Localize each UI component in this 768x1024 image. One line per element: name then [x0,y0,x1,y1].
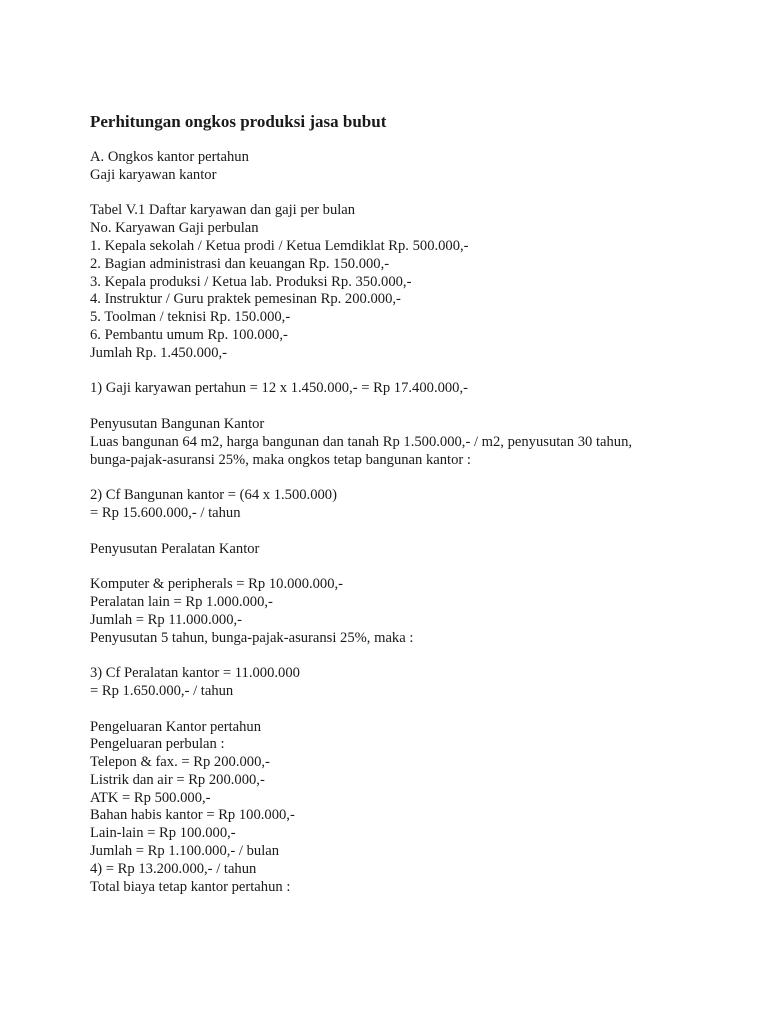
table-row: 4. Instruktur / Guru praktek pemesinan Rp. 200.000,- [90,291,401,308]
text-line: Total biaya tetap kantor pertahun : [90,878,291,895]
blank-line [90,363,710,381]
section-heading: Penyusutan Peralatan Kantor [90,540,260,557]
blank-line [90,701,710,719]
section-heading: Penyusutan Bangunan Kantor [90,415,265,432]
blank-line [90,185,710,203]
table-row: 2. Bagian administrasi dan keuangan Rp. 150.000,- [90,255,390,272]
text-line: Telepon & fax. = Rp 200.000,- [90,754,270,771]
text-line: Jumlah = Rp 11.000.000,- [90,611,243,628]
table-row: 6. Pembantu umum Rp. 100.000,- [90,326,288,343]
table-caption: Tabel V.1 Daftar karyawan dan gaji per bulan [90,202,356,219]
text-line: Listrik dan air = Rp 200.000,- [90,771,265,788]
text-line: Peralatan lain = Rp 1.000.000,- [90,593,273,610]
text-line: 3) Cf Peralatan kantor = 11.000.000 [90,665,300,682]
section-heading: Pengeluaran Kantor pertahun [90,718,262,735]
blank-line [90,469,710,487]
document-body [90,149,710,896]
table-header: No. Karyawan Gaji perbulan [90,220,259,237]
blank-line [90,558,710,576]
text-line: 4) = Rp 13.200.000,- / tahun [90,860,257,877]
text-line: Komputer & peripherals = Rp 10.000.000,- [90,576,344,593]
blank-line [90,523,710,541]
table-total: Jumlah Rp. 1.450.000,- [90,344,228,361]
text-line: Pengeluaran perbulan : [90,736,225,753]
text-line: Lain-lain = Rp 100.000,- [90,825,236,842]
text-line: 1) Gaji karyawan pertahun = 12 x 1.450.000,- = Rp 17.400.000,- [90,380,468,397]
text-line: Bahan habis kantor = Rp 100.000,- [90,807,295,824]
table-row: 1. Kepala sekolah / Ketua prodi / Ketua Lemdiklat Rp. 500.000,- [90,237,469,254]
text-line: Luas bangunan 64 m2, harga bangunan dan tanah Rp 1.500.000,- / m2, penyusutan 30 tahun, [90,433,633,450]
text-line: A. Ongkos kantor pertahun [90,149,249,165]
blank-line [90,398,710,416]
text-line: bunga-pajak-asuransi 25%, maka ongkos tetap bangunan kantor : [90,451,471,468]
blank-line [90,647,710,665]
table-row: 3. Kepala produksi / Ketua lab. Produksi Rp. 350.000,- [90,273,412,290]
text-line: Gaji karyawan kantor [90,166,217,183]
document-title: Perhitungan ongkos produksi jasa bubut [90,112,387,131]
text-line: 2) Cf Bangunan kantor = (64 x 1.500.000) [90,487,337,504]
table-row: 5. Toolman / teknisi Rp. 150.000,- [90,309,291,326]
text-line: Jumlah = Rp 1.100.000,- / bulan [90,843,280,860]
text-line: Penyusutan 5 tahun, bunga-pajak-asuransi 25%, maka : [90,629,414,646]
text-line: = Rp 1.650.000,- / tahun [90,682,234,699]
text-line: ATK = Rp 500.000,- [90,789,211,806]
text-line: = Rp 15.600.000,- / tahun [90,504,241,521]
